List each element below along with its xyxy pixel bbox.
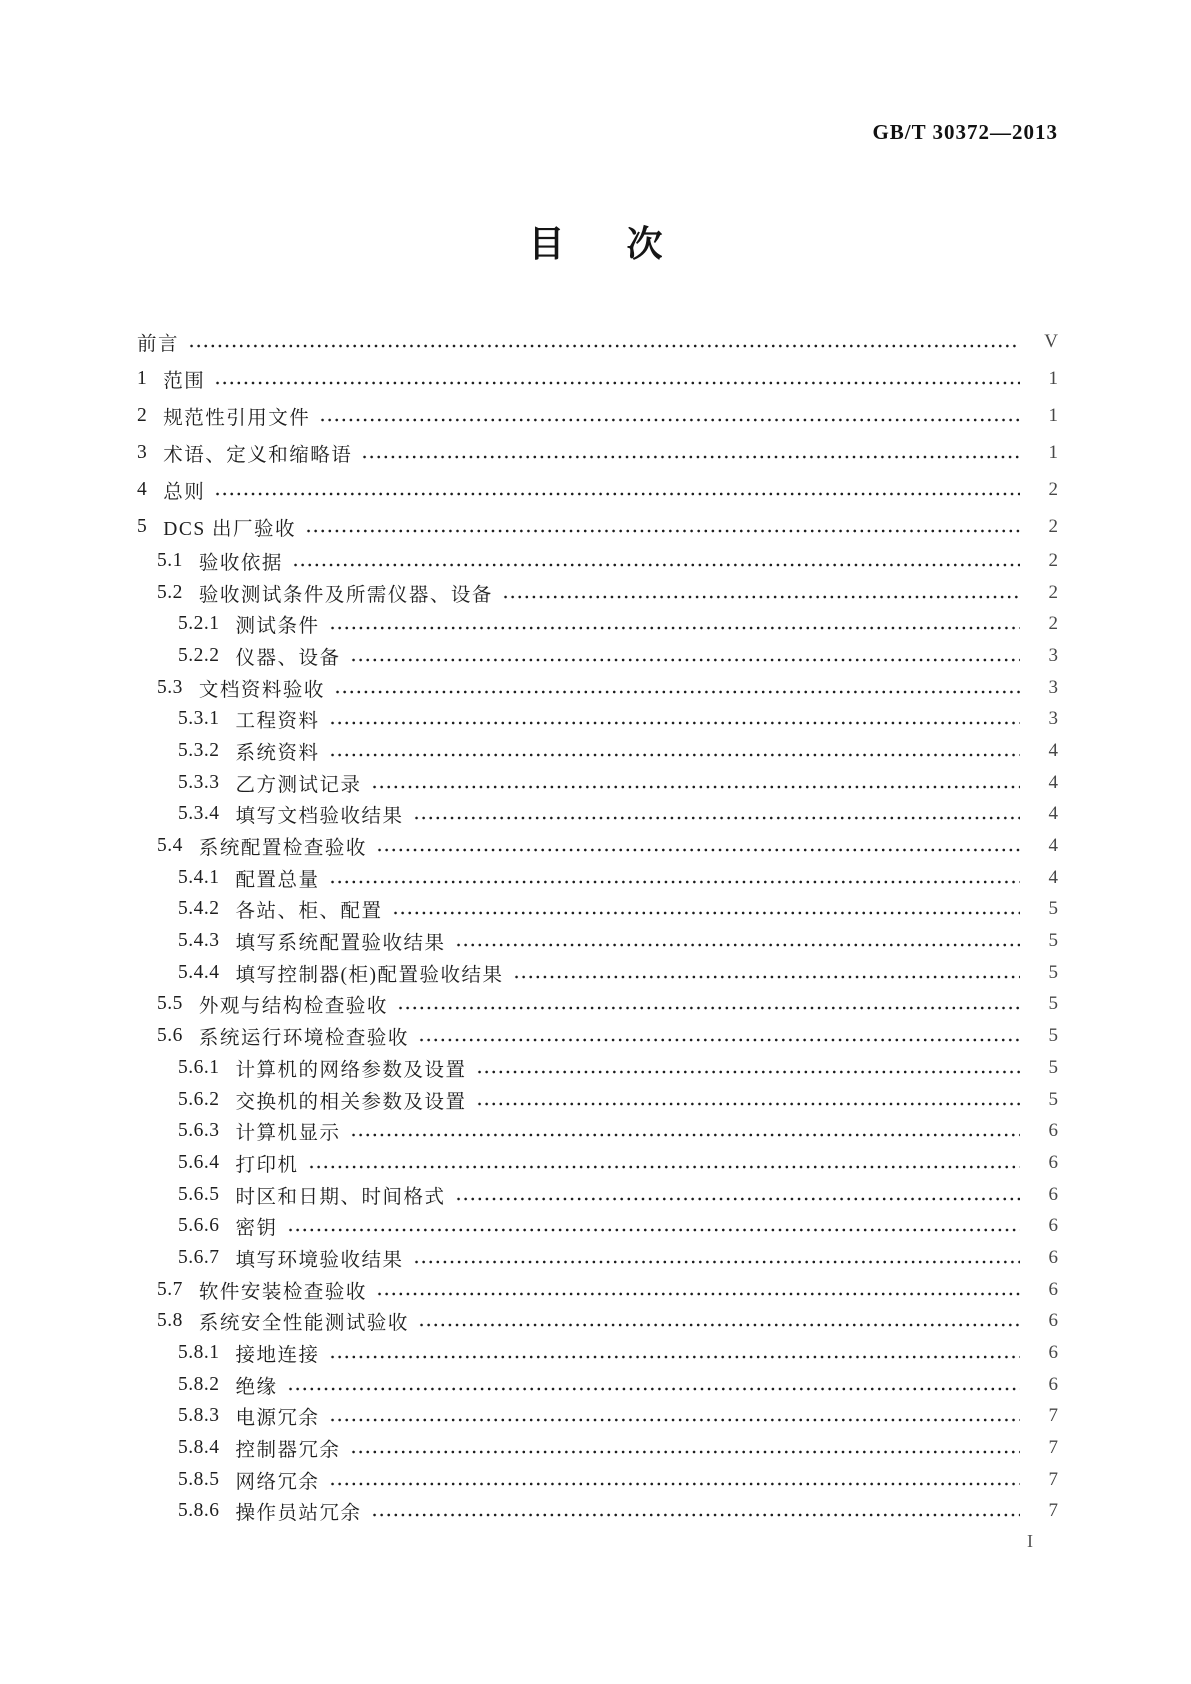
toc-entry (0, 1274, 1058, 1306)
toc-entry (0, 925, 1058, 957)
toc-entry-label: 范围 (163, 370, 206, 392)
toc-entry-page: 2 (1048, 515, 1058, 537)
toc-entry (0, 672, 1058, 704)
toc-entry (0, 989, 1058, 1021)
toc-entry-label: 规范性引用文件 (163, 407, 311, 429)
toc-entry-page: 5 (1048, 1088, 1058, 1110)
dot-leader (319, 418, 1020, 422)
toc-entry-label: DCS 出厂验收 (163, 518, 297, 540)
toc-entry-label: 密钥 (235, 1218, 278, 1240)
dot-leader (329, 721, 1020, 725)
toc-entry (0, 1210, 1058, 1242)
toc-entry-number: 5.4.4 (178, 961, 220, 983)
toc-entry-page: 5 (1048, 993, 1058, 1015)
toc-entry (0, 545, 1058, 577)
toc-entry-page: 7 (1048, 1437, 1058, 1459)
dot-leader (513, 975, 1021, 979)
toc-entry-number: 5 (137, 515, 148, 537)
toc-entry-page: 6 (1048, 1310, 1058, 1332)
toc-entry (0, 1306, 1058, 1338)
dot-leader (329, 626, 1020, 630)
toc-entry-number: 3 (137, 441, 148, 463)
toc-entry-label: 填写环境验收结果 (235, 1249, 404, 1271)
toc-entry-label: 交换机的相关参数及设置 (235, 1091, 467, 1113)
toc-entry-number: 5.2.2 (178, 644, 220, 666)
toc-entry-page: 2 (1048, 613, 1058, 635)
toc-entry-label: 接地连接 (235, 1345, 320, 1367)
dot-leader (329, 1482, 1020, 1486)
dot-leader (188, 344, 1020, 348)
toc-entry-label: 前言 (137, 333, 180, 355)
toc-entry-number: 5.5 (157, 993, 183, 1015)
toc-entry-page: 7 (1048, 1468, 1058, 1490)
toc-entry-page: V (1044, 330, 1058, 352)
toc-entry (0, 640, 1058, 672)
toc-entry (0, 1084, 1058, 1116)
page-title (0, 216, 1191, 267)
toc-entry-number: 5.3.3 (178, 771, 220, 793)
dot-leader (455, 1197, 1020, 1201)
dot-leader (329, 1355, 1020, 1359)
toc-entry (0, 1432, 1058, 1464)
toc-entry-page: 7 (1048, 1405, 1058, 1427)
toc-entry-page: 4 (1048, 771, 1058, 793)
toc-entry (0, 703, 1058, 735)
toc-entry (0, 1147, 1058, 1179)
toc-entry-page: 4 (1048, 803, 1058, 825)
toc-entry-label: 工程资料 (235, 711, 320, 733)
toc-entry (0, 360, 1058, 397)
dot-leader (287, 1387, 1020, 1391)
toc-entry-page: 6 (1048, 1246, 1058, 1268)
dot-leader (371, 785, 1020, 789)
dot-leader (371, 1513, 1020, 1517)
page-title-char-1: 目 (528, 224, 565, 264)
toc-entry (0, 862, 1058, 894)
toc-entry-page: 1 (1048, 367, 1058, 389)
toc-entry-page: 1 (1048, 441, 1058, 463)
toc-entry-number: 5.6.5 (178, 1183, 220, 1205)
toc-entry-page: 2 (1048, 581, 1058, 603)
toc-entry-label: 乙方测试记录 (235, 774, 362, 796)
dot-leader (376, 1292, 1020, 1296)
dot-leader (350, 1133, 1020, 1137)
toc-entry-number: 4 (137, 478, 148, 500)
toc-entry-label: 外观与结构检查验收 (198, 996, 388, 1018)
toc-entry-number: 5.6 (157, 1025, 183, 1047)
dot-leader (292, 563, 1020, 567)
toc-entry-label: 总则 (163, 481, 206, 503)
toc-entry-label: 操作员站冗余 (235, 1503, 362, 1525)
toc-entry-label: 计算机的网络参数及设置 (235, 1059, 467, 1081)
toc-entry-number: 1 (137, 367, 148, 389)
toc-entry-page: 6 (1048, 1215, 1058, 1237)
page-title-char-2: 次 (626, 224, 663, 264)
toc-entry-number: 5.8.4 (178, 1437, 220, 1459)
toc-entry-page: 4 (1048, 835, 1058, 857)
toc-entry-number: 5.3.1 (178, 708, 220, 730)
toc-entry-number: 5.2.1 (178, 613, 220, 635)
toc-entry-label: 验收测试条件及所需仪器、设备 (198, 584, 493, 606)
dot-leader (502, 595, 1020, 599)
toc-entry-page: 2 (1048, 478, 1058, 500)
toc-entry-label: 控制器冗余 (235, 1440, 341, 1462)
toc-entry-label: 网络冗余 (235, 1471, 320, 1493)
toc-entry-label: 填写控制器(柜)配置验收结果 (235, 964, 504, 986)
toc-entry (0, 1401, 1058, 1433)
toc-entry (0, 1369, 1058, 1401)
dot-leader (329, 1418, 1020, 1422)
dot-leader (214, 492, 1020, 496)
toc-entry-label: 打印机 (235, 1154, 299, 1176)
toc-entry (0, 830, 1058, 862)
toc-entry-number: 5.4 (157, 835, 183, 857)
toc-entry (0, 508, 1058, 545)
toc-entry-number: 5.2 (157, 581, 183, 603)
toc-entry-label: 配置总量 (235, 869, 320, 891)
toc-entry-page: 6 (1048, 1342, 1058, 1364)
toc-entry-number: 5.3 (157, 676, 183, 698)
toc-entry-label: 计算机显示 (235, 1123, 341, 1145)
toc-entry (0, 1337, 1058, 1369)
toc-entry (0, 608, 1058, 640)
dot-leader (392, 911, 1020, 915)
toc-entry (0, 799, 1058, 831)
toc-entry-page: 5 (1048, 898, 1058, 920)
toc-entry-page: 6 (1048, 1278, 1058, 1300)
dot-leader (361, 455, 1020, 459)
toc-entry (0, 471, 1058, 508)
toc-entry-label: 验收依据 (198, 552, 283, 574)
dot-leader (329, 880, 1020, 884)
dot-leader (305, 529, 1020, 533)
toc-entry-page: 6 (1048, 1183, 1058, 1205)
toc-entry-label: 系统资料 (235, 742, 320, 764)
toc-entry (0, 1464, 1058, 1496)
toc-entry (0, 1020, 1058, 1052)
toc-entry-number: 5.6.7 (178, 1246, 220, 1268)
toc-entry-number: 5.8 (157, 1310, 183, 1332)
toc-entry-number: 5.6.1 (178, 1056, 220, 1078)
toc-entry (0, 767, 1058, 799)
dot-leader (413, 816, 1020, 820)
dot-leader (329, 753, 1020, 757)
toc-entry (0, 735, 1058, 767)
dot-leader (350, 1450, 1020, 1454)
toc-entry-number: 5.7 (157, 1278, 183, 1300)
toc-entry-page: 2 (1048, 549, 1058, 571)
toc-entry-page: 5 (1048, 961, 1058, 983)
toc-entry (0, 397, 1058, 434)
dot-leader (287, 1228, 1020, 1232)
toc-entry-label: 软件安装检查验收 (198, 1281, 367, 1303)
toc-entry-number: 5.8.1 (178, 1342, 220, 1364)
dot-leader (376, 848, 1020, 852)
dot-leader (418, 1038, 1020, 1042)
toc-entry-page: 6 (1048, 1151, 1058, 1173)
toc-entry (0, 1496, 1058, 1528)
toc-entry-number: 2 (137, 404, 148, 426)
toc-entry-label: 系统安全性能测试验收 (198, 1313, 409, 1335)
dot-leader (308, 1165, 1020, 1169)
toc-entry-label: 电源冗余 (235, 1408, 320, 1430)
toc-entry-number: 5.6.2 (178, 1088, 220, 1110)
standard-number: GB/T 30372—2013 (872, 120, 1058, 144)
toc-entry-number: 5.4.3 (178, 930, 220, 952)
toc-entry-page: 5 (1048, 1056, 1058, 1078)
dot-leader (334, 690, 1020, 694)
toc-entry-page: 4 (1048, 866, 1058, 888)
toc-entry-label: 系统配置检查验收 (198, 838, 367, 860)
toc-entry-number: 5.1 (157, 549, 183, 571)
dot-leader (214, 381, 1020, 385)
toc-entry (0, 577, 1058, 609)
toc-entry-label: 测试条件 (235, 616, 320, 638)
toc-entry-label: 时区和日期、时间格式 (235, 1186, 446, 1208)
toc-entry (0, 434, 1058, 471)
toc-entry-page: 5 (1048, 1025, 1058, 1047)
toc-entry (0, 323, 1058, 360)
dot-leader (455, 943, 1020, 947)
toc-entry-page: 6 (1048, 1373, 1058, 1395)
toc-entry-page: 1 (1048, 404, 1058, 426)
toc-entry-number: 5.8.2 (178, 1373, 220, 1395)
dot-leader (350, 658, 1020, 662)
toc-entry-page: 3 (1048, 708, 1058, 730)
toc-entry-number: 5.8.3 (178, 1405, 220, 1427)
toc-entry-page: 5 (1048, 930, 1058, 952)
toc-entry-number: 5.4.2 (178, 898, 220, 920)
toc-entry-label: 术语、定义和缩略语 (163, 444, 353, 466)
toc-entry-number: 5.6.6 (178, 1215, 220, 1237)
toc-entry-label: 绝缘 (235, 1376, 278, 1398)
dot-leader (476, 1070, 1020, 1074)
toc-entry-label: 填写文档验收结果 (235, 806, 404, 828)
toc-entry-page: 3 (1048, 644, 1058, 666)
toc-entry (0, 1052, 1058, 1084)
toc-list (0, 323, 1058, 1527)
toc-entry-label: 系统运行环境检查验收 (198, 1028, 409, 1050)
toc-entry-label: 各站、柜、配置 (235, 901, 383, 923)
toc-entry-label: 仪器、设备 (235, 647, 341, 669)
toc-entry-label: 文档资料验收 (198, 679, 325, 701)
dot-leader (413, 1260, 1020, 1264)
dot-leader (418, 1323, 1020, 1327)
toc-entry-page: 6 (1048, 1120, 1058, 1142)
toc-entry-number: 5.6.4 (178, 1151, 220, 1173)
toc-entry-number: 5.3.2 (178, 739, 220, 761)
toc-entry-number: 5.4.1 (178, 866, 220, 888)
toc-entry-number: 5.6.3 (178, 1120, 220, 1142)
toc-entry (0, 1179, 1058, 1211)
toc-entry-label: 填写系统配置验收结果 (235, 933, 446, 955)
dot-leader (397, 1006, 1020, 1010)
page-number-footer: I (1027, 1531, 1033, 1551)
toc-entry-page: 7 (1048, 1500, 1058, 1522)
toc-entry-page: 4 (1048, 739, 1058, 761)
toc-entry (0, 1115, 1058, 1147)
toc-entry (0, 957, 1058, 989)
dot-leader (476, 1102, 1020, 1106)
toc-entry (0, 894, 1058, 926)
toc-entry-number: 5.8.5 (178, 1468, 220, 1490)
toc-entry-page: 3 (1048, 676, 1058, 698)
toc-entry (0, 1242, 1058, 1274)
toc-entry-number: 5.3.4 (178, 803, 220, 825)
toc-entry-number: 5.8.6 (178, 1500, 220, 1522)
